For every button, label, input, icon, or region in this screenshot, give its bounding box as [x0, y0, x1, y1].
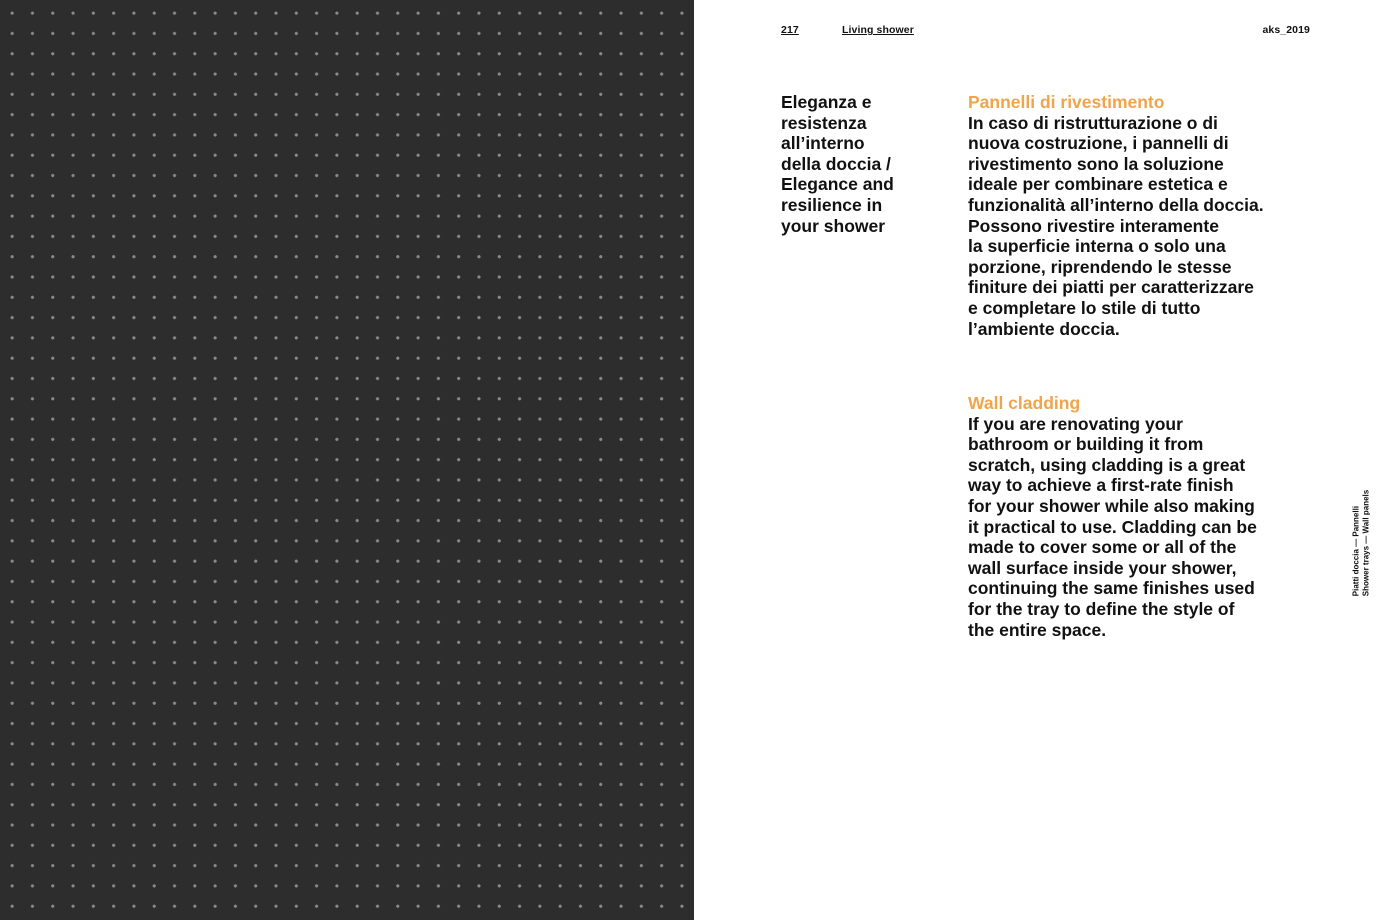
english-body-line: scratch, using cladding is a great: [968, 454, 1246, 475]
italian-body-line: rivestimento sono la soluzione: [968, 153, 1224, 174]
italian-body-line: In caso di ristrutturazione o di: [968, 112, 1218, 133]
english-body-line: If you are renovating your: [968, 413, 1183, 434]
italian-body-line: ideale per combinare estetica e: [968, 174, 1228, 195]
italian-body-line: finiture dei piatti per caratterizzare: [968, 277, 1254, 298]
intro-heading-line: your shower: [781, 215, 886, 236]
italian-body-line: Possono rivestire interamente: [968, 215, 1219, 236]
english-body-line: for the tray to define the style of: [968, 598, 1235, 619]
page-number: 217: [781, 24, 799, 36]
english-text-block: [968, 393, 1298, 640]
english-body-line: it practical to use. Cladding can be: [968, 516, 1257, 537]
english-body-line: bathroom or building it from: [968, 434, 1204, 455]
section-title: Living shower: [842, 24, 914, 36]
english-body-line: way to achieve a first-rate finish: [968, 475, 1234, 496]
side-label-text: [1352, 490, 1371, 596]
italian-body: [968, 113, 1298, 340]
italian-body-line: nuova costruzione, i pannelli di: [968, 133, 1229, 154]
english-body-line: continuing the same finishes used: [968, 578, 1255, 599]
english-heading: Wall cladding: [968, 393, 1081, 413]
english-body-line: made to cover some or all of the: [968, 537, 1237, 558]
italian-body-line: funzionalità all’interno della doccia.: [968, 194, 1264, 215]
intro-heading-line: Elegance and: [781, 174, 894, 195]
intro-heading-line: all’interno: [781, 133, 865, 154]
intro-heading: [781, 92, 931, 236]
english-body-line: the entire space.: [968, 619, 1107, 640]
italian-text-block: [968, 92, 1298, 339]
italian-body-line: porzione, riprendendo le stesse: [968, 256, 1232, 277]
english-body-line: wall surface inside your shower,: [968, 557, 1237, 578]
italian-heading: Pannelli di rivestimento: [968, 92, 1165, 112]
italian-body-line: l’ambiente doccia.: [968, 318, 1120, 339]
intro-heading-line: della doccia /: [781, 153, 891, 174]
italian-body-line: e completare lo stile di tutto: [968, 297, 1201, 318]
italian-body-line: la superficie interna o solo una: [968, 236, 1226, 257]
intro-heading-line: resilience in: [781, 194, 883, 215]
english-body: [968, 414, 1298, 641]
english-body-line: for your shower while also making: [968, 495, 1255, 516]
side-label-line: Shower trays — Wall panels: [1361, 489, 1370, 597]
catalog-page: [694, 0, 1388, 920]
intro-heading-line: Eleganza e: [781, 92, 872, 112]
intro-heading-line: resistenza: [781, 112, 867, 133]
catalog-label: aks_2019: [1262, 24, 1310, 36]
side-label-line: Piatti doccia — Pannelli: [1351, 505, 1361, 597]
